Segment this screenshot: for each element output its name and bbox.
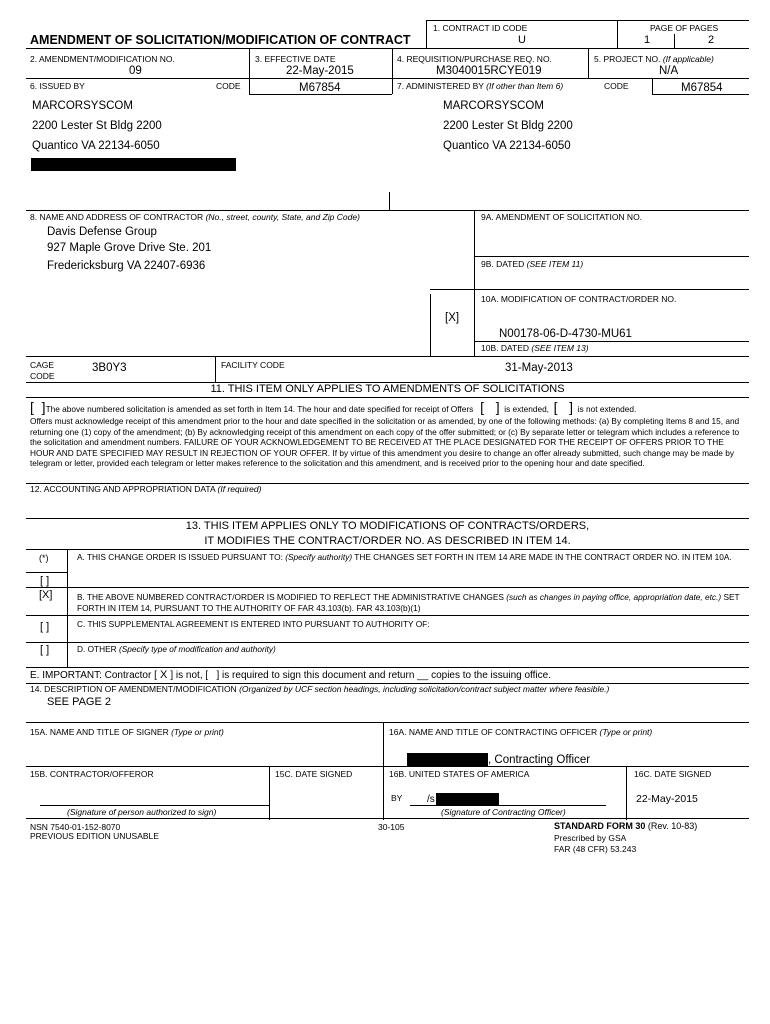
item9b-label-note: (SEE ITEM 11) bbox=[526, 259, 584, 269]
item-e-mid: ] is not, [ bbox=[170, 670, 209, 681]
item16b-label: 16B. UNITED STATES OF AMERICA bbox=[389, 769, 530, 779]
item14-label-text: 14. DESCRIPTION OF AMENDMENT/MODIFICATION bbox=[30, 684, 237, 694]
item13b-note: (such as changes in paying office, appropriation date, etc.) bbox=[506, 592, 722, 602]
item10b-date: 31-May-2013 bbox=[505, 362, 573, 374]
item13d-checkbox[interactable]: [ ] bbox=[40, 644, 50, 656]
not-extended-bracket[interactable]: [ ] bbox=[553, 399, 574, 415]
total-pages: 2 bbox=[708, 34, 715, 46]
item13d-note: (Specify type of modification and authority) bbox=[118, 644, 276, 654]
item13-title-2: IT MODIFIES THE CONTRACT/ORDER NO. AS DESCRIBED IN ITEM 14. bbox=[204, 535, 571, 547]
item13b-text-2: SET FORTH IN ITEM 14, PURSUANT TO THE AUTHORITY OF FAR 43.103(b). FAR 43.103(b)(1) bbox=[77, 592, 740, 613]
item14-label-note: (Organized by UCF section headings, including solicitation/contract subject matter where feasible.) bbox=[239, 684, 610, 694]
cage-label-2: CODE bbox=[30, 371, 55, 381]
item11-bracket-close: ] bbox=[41, 399, 46, 415]
item10b-label-text: 10B. DATED bbox=[481, 343, 530, 353]
item6-code-label: CODE bbox=[216, 81, 241, 91]
date-signed-16c: 22-May-2015 bbox=[636, 793, 698, 805]
contracting-officer-title: , Contracting Officer bbox=[488, 754, 591, 766]
item7-label bbox=[397, 81, 563, 91]
item15a-label bbox=[30, 727, 224, 737]
item13a-checkbox[interactable]: [ ] bbox=[40, 575, 50, 587]
item-e-mid2: ] is required to sign this document and return bbox=[216, 670, 415, 681]
item13-title-1: 13. THIS ITEM APPLIES ONLY TO MODIFICATIONS OF CONTRACTS/ORDERS, bbox=[185, 520, 590, 532]
issued-by-line3: Quantico VA 22134-6050 bbox=[32, 140, 160, 152]
page-number: 1 bbox=[644, 34, 651, 46]
item13a-text-main: A. THIS CHANGE ORDER IS ISSUED PURSUANT TO: bbox=[77, 552, 283, 562]
item16a-label bbox=[389, 727, 652, 737]
contractor-street: 927 Maple Grove Drive Ste. 201 bbox=[47, 242, 212, 254]
footer-prev-edition: PREVIOUS EDITION UNUSABLE bbox=[30, 831, 159, 841]
item12-label-text: 12. ACCOUNTING AND APPROPRIATION DATA bbox=[30, 484, 216, 494]
contractor-name: Davis Defense Group bbox=[47, 226, 157, 238]
administered-by-line2: 2200 Lester St Bldg 2200 bbox=[443, 120, 573, 132]
modification-no: 09 bbox=[129, 65, 142, 77]
item13c-text: C. THIS SUPPLEMENTAL AGREEMENT IS ENTERED INTO PURSUANT TO AUTHORITY OF: bbox=[77, 619, 430, 629]
item3-label: 3. EFFECTIVE DATE bbox=[255, 54, 336, 64]
item13a-mark: (*) bbox=[39, 553, 49, 563]
item12-label-note: (If required) bbox=[217, 484, 262, 494]
effective-date: 22-May-2015 bbox=[286, 65, 354, 77]
item-e-prefix: E. IMPORTANT: Contractor [ bbox=[30, 670, 157, 681]
item5-label bbox=[594, 54, 714, 64]
item7-label-note: (If other than Item 6) bbox=[486, 81, 564, 91]
item10b-label bbox=[481, 343, 589, 353]
item14-description: SEE PAGE 2 bbox=[47, 696, 111, 708]
item11-line1-text: The above numbered solicitation is amended as set forth in Item 14. The hour and date specified for receipt of Offers bbox=[45, 404, 474, 414]
item5-label-note: (If applicable) bbox=[662, 54, 714, 64]
item10a-check: [X] bbox=[445, 312, 460, 324]
cage-label: CAGE bbox=[30, 360, 55, 370]
item2-label: 2. AMENDMENT/MODIFICATION NO. bbox=[30, 54, 175, 64]
item15c-label: 15C. DATE SIGNED bbox=[275, 769, 353, 779]
item13d-text-main: D. OTHER bbox=[77, 644, 117, 654]
item7-label-text: 7. ADMINISTERED BY bbox=[397, 81, 484, 91]
item10b-label-note: (SEE ITEM 13) bbox=[531, 343, 589, 353]
item16a-label-note: (Type or print) bbox=[599, 727, 653, 737]
footer-far: FAR (48 CFR) 53.243 bbox=[554, 844, 637, 854]
extended-bracket[interactable]: [ ] bbox=[480, 399, 500, 415]
item5-label-text: 5. PROJECT NO. bbox=[594, 54, 661, 64]
item11-bracket[interactable] bbox=[30, 399, 46, 415]
administered-by-code: M67854 bbox=[681, 82, 723, 94]
footer-nsn: NSN 7540-01-152-8070 bbox=[30, 822, 121, 832]
contract-id-code: U bbox=[518, 34, 526, 46]
requisition-no: M3040015RCYE019 bbox=[436, 65, 542, 77]
item-e-suffix: copies to the issuing office. bbox=[431, 670, 551, 681]
issued-by-line1: MARCORSYSCOM bbox=[32, 100, 133, 112]
issued-by-line2: 2200 Lester St Bldg 2200 bbox=[32, 120, 162, 132]
contract-order-no: N00178-06-D-4730-MU61 bbox=[499, 328, 632, 340]
officer-name-redaction bbox=[407, 753, 488, 767]
item11-title: 11. THIS ITEM ONLY APPLIES TO AMENDMENTS OF SOLICITATIONS bbox=[210, 383, 565, 395]
footer-rev: (Rev. 10-83) bbox=[647, 821, 698, 831]
footer-form: STANDARD FORM 30 bbox=[554, 821, 646, 831]
item7-code-label: CODE bbox=[604, 81, 629, 91]
item-e-blank: __ bbox=[417, 670, 429, 681]
item11-body: Offers must acknowledge receipt of this amendment prior to the hour and date specified in the solicitation or as amended, by one of the following methods: (a) By completing Items 8 and 15, and returning one (1) copy of the amendment; (b) By acknowledging receipt of this amendment on each copy of the offer submitted; or (c) By separate letter or telegram which includes a reference to the solicitation and amendment numbers. FAILURE OF YOUR ACKNOWLEDGEMENT TO BE RECEIVED AT THE PLACE DESIGNATED FOR THE RECEIPT OF OFFERS PRIOR TO THE HOUR AND DATE SPECIFIED MAY RESULT IN REJECTION OF YOUR OFFER. If by virtue of this amendment you desire to change an offer already submitted, such change may be made by telegram or letter, provided each telegram or letter makes reference to the solicitation and this amendment, and is received prior to the opening hour and date specified. bbox=[30, 416, 740, 469]
item-e-mark-value: X bbox=[159, 669, 168, 681]
facility-code-label: FACILITY CODE bbox=[221, 360, 285, 370]
item8-label bbox=[30, 212, 360, 222]
item10a-label: 10A. MODIFICATION OF CONTRACT/ORDER NO. bbox=[481, 294, 677, 304]
contractor-city: Fredericksburg VA 22407-6936 bbox=[47, 260, 206, 272]
item13b-text bbox=[77, 592, 745, 613]
item16a-label-text: 16A. NAME AND TITLE OF CONTRACTING OFFICER bbox=[389, 727, 598, 737]
item13c-checkbox[interactable]: [ ] bbox=[40, 621, 50, 633]
item9b-label-text: 9B. DATED bbox=[481, 259, 525, 269]
item15a-label-text: 15A. NAME AND TITLE OF SIGNER bbox=[30, 727, 169, 737]
item-e-important bbox=[30, 669, 551, 682]
item4-label: 4. REQUISITION/PURCHASE REQ. NO. bbox=[397, 54, 552, 64]
issued-by-code: M67854 bbox=[299, 82, 341, 94]
item11-bracket-open: [ bbox=[30, 399, 34, 415]
item15b-label: 15B. CONTRACTOR/OFFEROR bbox=[30, 769, 154, 779]
item9a-label: 9A. AMENDMENT OF SOLICITATION NO. bbox=[481, 212, 643, 222]
pages-label: PAGE OF PAGES bbox=[650, 23, 719, 33]
item14-label bbox=[30, 684, 609, 694]
item13a-text bbox=[77, 552, 745, 563]
item12-label bbox=[30, 484, 261, 494]
signature-redaction bbox=[436, 793, 499, 805]
item13d-text bbox=[77, 644, 745, 655]
administered-by-line3: Quantico VA 22134-6050 bbox=[443, 140, 571, 152]
redaction-bar bbox=[31, 158, 236, 171]
footer-form-name bbox=[554, 821, 697, 831]
item15a-label-note: (Type or print) bbox=[171, 727, 224, 737]
item11-line1 bbox=[30, 400, 636, 416]
officer-signature-prefix: /s bbox=[427, 794, 435, 805]
item6-label: 6. ISSUED BY bbox=[30, 81, 85, 91]
item8-label-text: 8. NAME AND ADDRESS OF CONTRACTOR bbox=[30, 212, 204, 222]
item1-label: 1. CONTRACT ID CODE bbox=[433, 23, 528, 33]
item13a-note: (Specify authority) bbox=[285, 552, 353, 562]
footer-gsa: Prescribed by GSA bbox=[554, 833, 627, 843]
item16c-label: 16C. DATE SIGNED bbox=[634, 769, 712, 779]
item15b-sig-note: (Signature of person authorized to sign) bbox=[67, 807, 217, 817]
form-title: AMENDMENT OF SOLICITATION/MODIFICATION OF CONTRACT bbox=[30, 33, 411, 47]
item16b-sig-note: (Signature of Contracting Officer) bbox=[441, 807, 566, 817]
item-e-mark[interactable] bbox=[157, 669, 170, 681]
item13a-text-2: THE CHANGES SET FORTH IN ITEM 14 ARE MADE IN THE CONTRACT ORDER NO. IN ITEM 10A. bbox=[354, 552, 732, 562]
item16b-by: BY bbox=[391, 793, 403, 803]
project-no: N/A bbox=[659, 65, 679, 77]
item8-label-note: (No., street, county, State, and Zip Code) bbox=[205, 212, 360, 222]
cage-code: 3B0Y3 bbox=[92, 362, 127, 374]
footer-form-code: 30-105 bbox=[378, 822, 405, 832]
administered-by-line1: MARCORSYSCOM bbox=[443, 100, 544, 112]
extended-label: is extended, bbox=[504, 404, 549, 414]
item9b-label bbox=[481, 259, 583, 269]
item13b-text-main: B. THE ABOVE NUMBERED CONTRACT/ORDER IS MODIFIED TO REFLECT THE ADMINISTRATIVE CHANGES bbox=[77, 592, 504, 602]
not-extended-label: is not extended. bbox=[577, 404, 637, 414]
item13b-checkbox[interactable]: [X] bbox=[39, 589, 53, 601]
